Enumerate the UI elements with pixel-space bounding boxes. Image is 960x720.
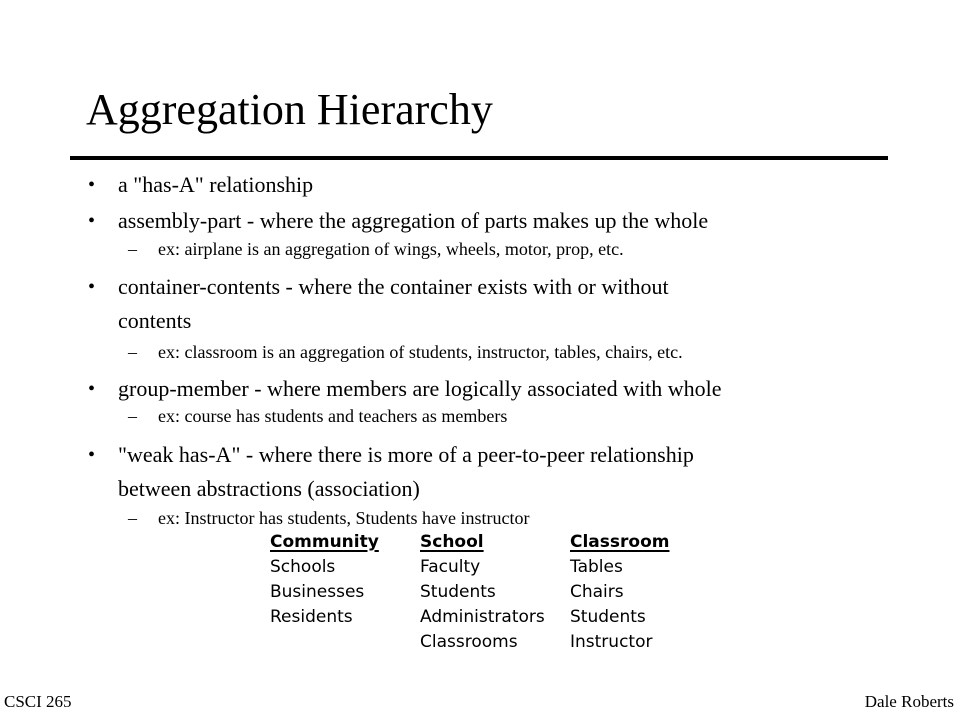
bullet-marker: • bbox=[88, 444, 96, 466]
column-item: Students bbox=[420, 582, 496, 602]
sub-bullet-marker: – bbox=[128, 342, 137, 362]
column-item: Students bbox=[570, 607, 646, 627]
column-item: Businesses bbox=[270, 582, 365, 602]
bullet-text: between abstractions (association) bbox=[118, 476, 420, 501]
sub-bullet-marker: – bbox=[128, 406, 137, 426]
column-item: Classrooms bbox=[420, 632, 518, 652]
column-item: Faculty bbox=[420, 557, 481, 577]
sub-bullet-text: ex: course has students and teachers as members bbox=[158, 406, 508, 426]
bullet-text: contents bbox=[118, 308, 192, 333]
column-item: Chairs bbox=[570, 582, 624, 602]
sub-bullet-marker: – bbox=[128, 239, 137, 259]
column-item: Schools bbox=[270, 557, 336, 577]
sub-bullet-marker: – bbox=[128, 508, 137, 528]
column-header: Classroom bbox=[570, 532, 670, 552]
title-divider bbox=[70, 156, 888, 160]
column-community bbox=[270, 530, 379, 630]
column-item: Administrators bbox=[420, 607, 545, 627]
bullet-marker: • bbox=[88, 174, 96, 196]
bullet-text: group-member - where members are logically associated with whole bbox=[118, 376, 722, 401]
sub-bullet-text: ex: Instructor has students, Students have instructor bbox=[158, 508, 530, 528]
column-item: Residents bbox=[270, 607, 353, 627]
column-school bbox=[420, 530, 545, 655]
bullet-text: assembly-part - where the aggregation of parts makes up the whole bbox=[118, 208, 709, 233]
bullet-marker: • bbox=[88, 378, 96, 400]
bullet-text: container-contents - where the container exists with or without bbox=[118, 274, 669, 299]
sub-bullet-text: ex: airplane is an aggregation of wings, wheels, motor, prop, etc. bbox=[158, 239, 624, 259]
bullet-marker: • bbox=[88, 210, 96, 232]
column-classroom bbox=[570, 530, 669, 655]
column-item: Tables bbox=[570, 557, 623, 577]
bullet-marker: • bbox=[88, 276, 96, 298]
sub-bullet-text: ex: classroom is an aggregation of students, instructor, tables, chairs, etc. bbox=[158, 342, 683, 362]
footer-author: Dale Roberts bbox=[864, 692, 954, 711]
bullet-text: "weak has-A" - where there is more of a peer-to-peer relationship bbox=[118, 442, 694, 467]
bullet-text: a "has-A" relationship bbox=[118, 172, 314, 197]
footer-course: CSCI 265 bbox=[4, 692, 72, 711]
column-header: School bbox=[420, 532, 484, 552]
column-header: Community bbox=[270, 532, 379, 552]
column-item: Instructor bbox=[570, 632, 653, 652]
slide-title: Aggregation Hierarchy bbox=[86, 85, 493, 134]
